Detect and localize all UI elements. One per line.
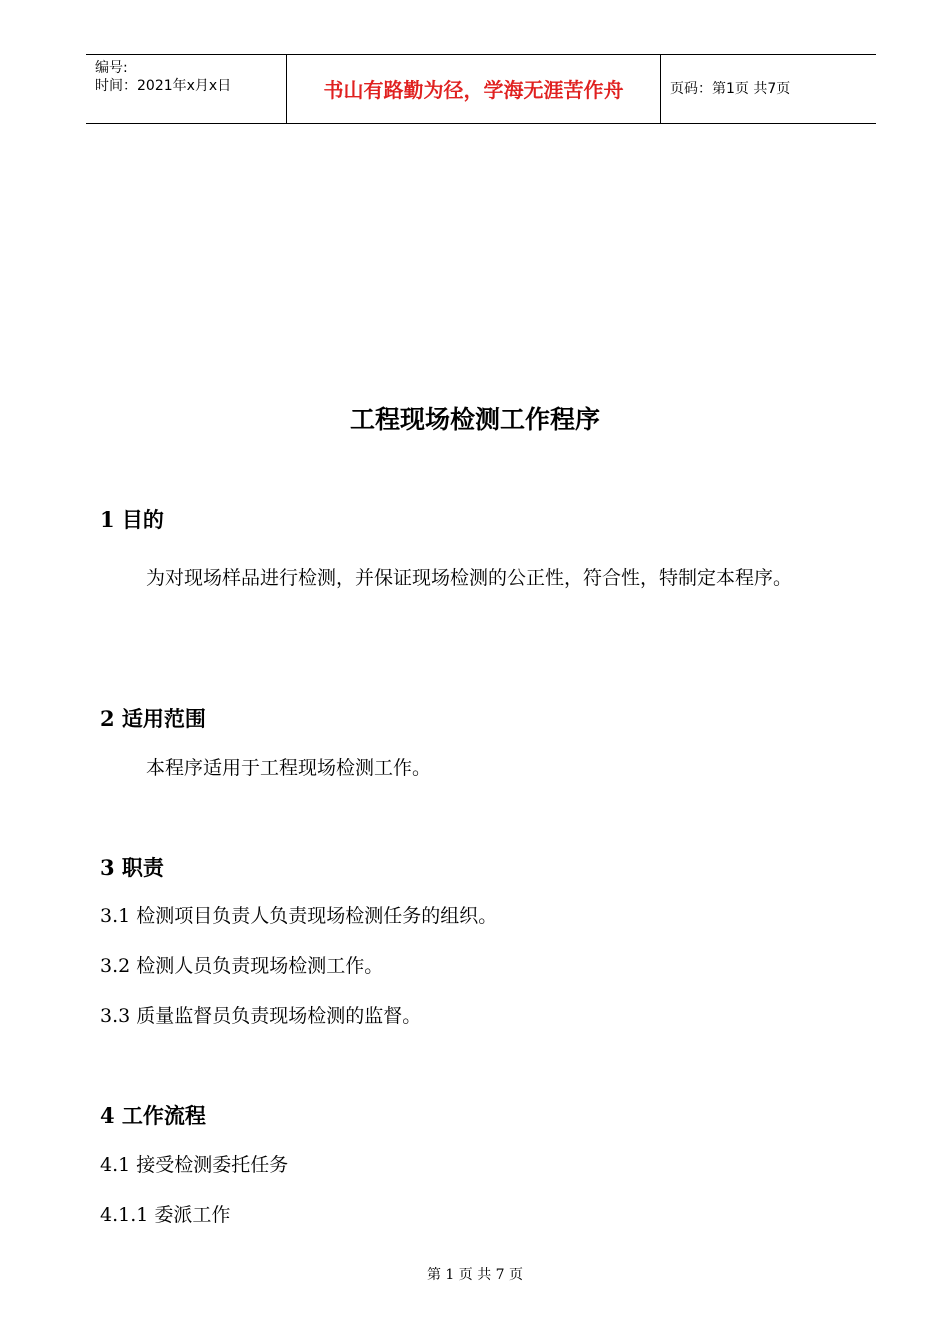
section-4-item: 4.1 接受检测委托任务 — [100, 1154, 289, 1176]
section-4-heading: 4 工作流程 — [100, 1103, 206, 1128]
header-meta — [95, 59, 231, 95]
section-4-item: 4.1.1 委派工作 — [100, 1204, 231, 1226]
section-1-heading: 1 目的 — [100, 507, 164, 532]
section-2-heading: 2 适用范围 — [100, 706, 206, 731]
section-1-text: 为对现场样品进行检测，并保证现场检测的公正性，符合性，特制定本程序。 — [146, 567, 793, 589]
section-3-item: 3.2 检测人员负责现场检测工作。 — [100, 955, 384, 977]
document-title: 工程现场检测工作程序 — [349, 405, 600, 434]
page-footer: 第 1 页 共 7 页 — [426, 1267, 524, 1283]
section-3-item: 3.3 质量监督员负责现场检测的监督。 — [100, 1005, 422, 1027]
header-divider-right — [660, 55, 661, 123]
section-2-text: 本程序适用于工程现场检测工作。 — [146, 757, 432, 779]
section-3-heading: 3 职责 — [100, 855, 164, 880]
section-3-item: 3.1 检测项目负责人负责现场检测任务的组织。 — [100, 905, 498, 927]
document-time-label: 时间：2021年x月x日 — [95, 78, 232, 94]
header-page-info: 页码：第1页 共7页 — [670, 81, 791, 97]
document-number-label: 编号: — [95, 60, 128, 76]
page-header — [86, 54, 876, 124]
header-motto: 书山有路勤为径，学海无涯苦作舟 — [323, 78, 624, 102]
